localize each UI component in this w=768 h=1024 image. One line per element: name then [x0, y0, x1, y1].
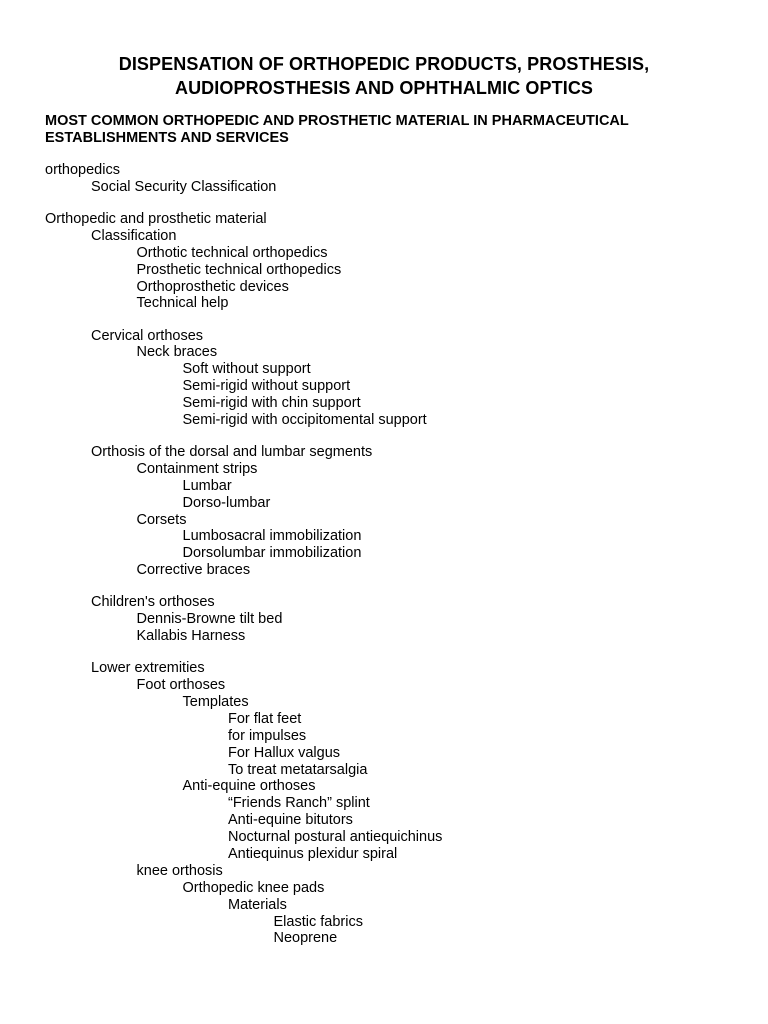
outline-item-level-1: Cervical orthoses [91, 327, 204, 344]
outline-item-level-3: Dorsolumbar immobilization [182, 545, 362, 562]
outline-item-level-0: orthopedics [45, 162, 120, 178]
outline-spacer [45, 579, 745, 594]
outline-item-level-4: “Friends Ranch” splint [228, 795, 370, 812]
outline-item-level-3: Lumbar [182, 477, 232, 494]
material-outline-list [45, 162, 745, 947]
outline-item-level-2: Kallabis Harness [136, 628, 246, 645]
outline-spacer [45, 645, 745, 660]
outline-item-level-4: To treat metatarsalgia [228, 761, 368, 778]
title-line-2: AUDIOPROSTHESIS AND OPHTHALMIC OPTICS [174, 78, 594, 98]
outline-item-level-1: Social Security Classification [91, 178, 277, 195]
outline-item-level-1: Classification [91, 227, 177, 244]
outline-item-level-3: Semi-rigid with occipitomental support [182, 411, 427, 428]
document-title [40, 52, 728, 100]
section-heading-line-2: ESTABLISHMENTS AND SERVICES [45, 130, 289, 146]
outline-item-level-3: Orthopedic knee pads [182, 879, 325, 896]
outline-item-level-2: Technical help [136, 295, 229, 312]
outline-item-level-2: Prosthetic technical orthopedics [136, 261, 342, 278]
outline-item-level-2: Corrective braces [136, 562, 251, 579]
outline-item-level-1: Children's orthoses [91, 594, 215, 611]
outline-item-level-5: Neoprene [273, 930, 338, 947]
outline-item-level-3: Dorso-lumbar [182, 494, 271, 511]
outline-item-level-3: Semi-rigid without support [182, 378, 351, 395]
outline-spacer [45, 429, 745, 444]
outline-item-level-4: for impulses [228, 727, 307, 744]
outline-item-level-4: For flat feet [228, 710, 302, 727]
outline-item-level-3: Anti-equine orthoses [182, 778, 316, 795]
outline-item-level-2: Containment strips [136, 460, 258, 477]
outline-item-level-4: Antiequinus plexidur spiral [228, 846, 398, 862]
outline-item-level-2: Orthotic technical orthopedics [136, 244, 328, 261]
outline-item-level-1: Orthosis of the dorsal and lumbar segments [91, 444, 373, 461]
outline-item-level-5: Elastic fabrics [273, 913, 363, 930]
outline-item-level-1: Lower extremities [91, 660, 205, 677]
outline-item-level-2: Foot orthoses [136, 677, 226, 694]
outline-item-level-4: Materials [228, 896, 287, 913]
outline-item-level-3: Semi-rigid with chin support [182, 395, 361, 412]
outline-item-level-2: Orthoprosthetic devices [136, 278, 289, 295]
outline-item-level-2: knee orthosis [136, 862, 223, 879]
title-line-1: DISPENSATION OF ORTHOPEDIC PRODUCTS, PROSTHESIS, [118, 54, 650, 74]
outline-item-level-2: Neck braces [136, 344, 218, 361]
outline-spacer [45, 312, 745, 327]
outline-item-level-2: Dennis-Browne tilt bed [136, 611, 283, 628]
section-heading [45, 113, 735, 147]
outline-item-level-4: For Hallux valgus [228, 744, 341, 761]
section-heading-line-1: MOST COMMON ORTHOPEDIC AND PROSTHETIC MATERIAL IN PHARMACEUTICAL [45, 113, 629, 129]
outline-item-level-3: Templates [182, 693, 249, 710]
outline-item-level-2: Corsets [136, 511, 187, 528]
outline-item-level-4: Anti-equine bitutors [228, 812, 353, 829]
outline-item-level-3: Lumbosacral immobilization [182, 528, 362, 545]
outline-item-level-0: Orthopedic and prosthetic material [45, 210, 267, 227]
outline-item-level-3: Soft without support [182, 361, 311, 378]
outline-spacer [45, 196, 745, 211]
outline-item-level-4: Nocturnal postural antiequichinus [228, 829, 443, 846]
